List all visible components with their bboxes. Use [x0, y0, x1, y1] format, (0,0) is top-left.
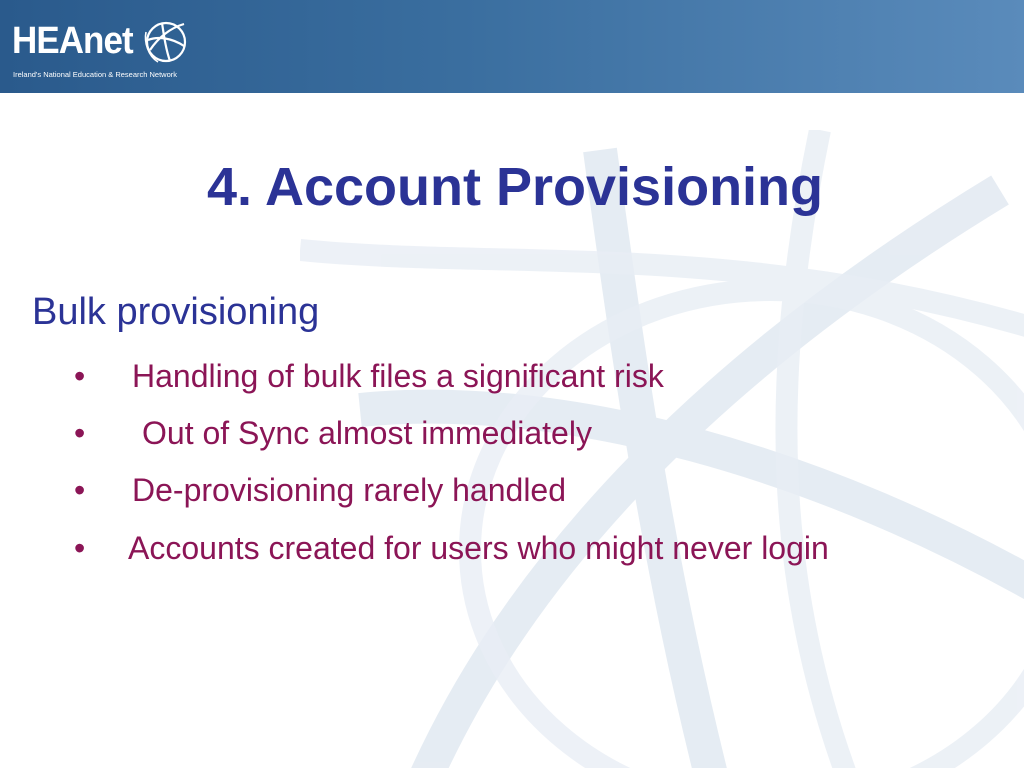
- bullet-dot: •: [74, 415, 86, 451]
- bullet-dot: •: [74, 358, 86, 394]
- subheading: Bulk provisioning: [32, 291, 320, 333]
- header-bar: [0, 0, 1024, 93]
- globe-logo-icon: [140, 12, 190, 68]
- bullet-text: Handling of bulk files a significant risk: [132, 358, 664, 394]
- slide-title: 4. Account Provisioning: [206, 157, 824, 217]
- bullet-text: Out of Sync almost immediately: [142, 415, 592, 451]
- bullet-text: De-provisioning rarely handled: [132, 472, 567, 508]
- bullet-dot: •: [74, 530, 86, 566]
- bullet-dot: •: [74, 472, 86, 508]
- bullet-text: Accounts created for users who might never login: [128, 530, 829, 566]
- logo-tagline: Ireland's National Education & Research Network: [13, 70, 178, 79]
- logo-wordmark: HEAnet: [12, 20, 133, 62]
